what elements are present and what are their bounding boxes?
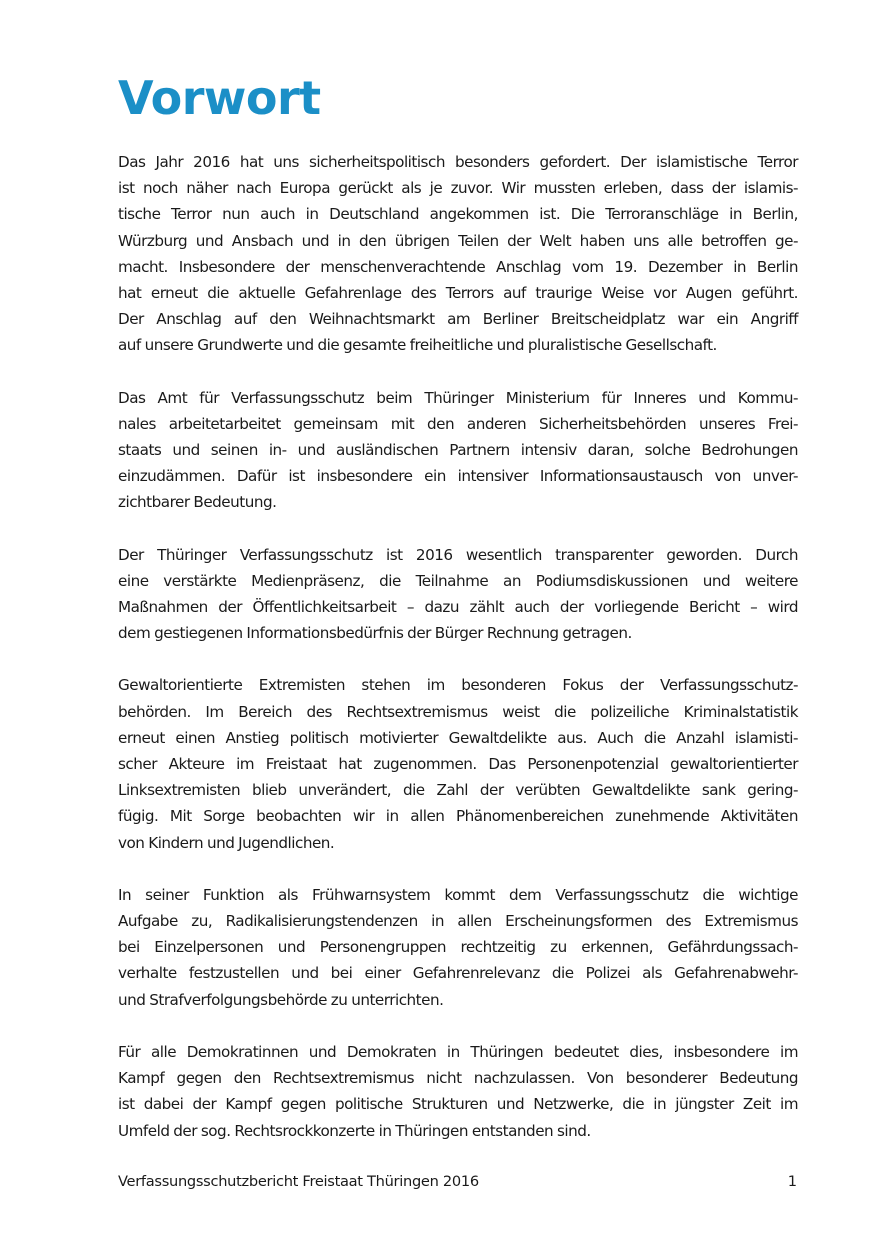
paragraph bbox=[118, 672, 798, 855]
text-line: einzudämmen. Dafür ist insbesondere ein intensiver Informationsaustausch von unver- bbox=[118, 467, 798, 486]
text-line: Würzburg und Ansbach und in den übrigen Teilen der Welt haben uns alle betroffen ge- bbox=[118, 231, 798, 250]
paragraph bbox=[118, 149, 798, 359]
text-line: und Strafverfolgungsbehörde zu unterrichten. bbox=[118, 990, 444, 1009]
text-line: Der Anschlag auf den Weihnachtsmarkt am Berliner Breitscheidplatz war ein Angriff bbox=[118, 310, 798, 329]
text-line: behörden. Im Bereich des Rechtsextremismus weist die polizeiliche Kriminalstatistik bbox=[118, 702, 798, 721]
text-line: auf unsere Grundwerte und die gesamte freiheitliche und pluralistische Gesellschaft. bbox=[118, 336, 717, 355]
text-line: staats und seinen in- und ausländischen Partnern intensiv daran, solche Bedrohungen bbox=[118, 441, 798, 460]
text-line: Das Jahr 2016 hat uns sicherheitspolitisch besonders gefordert. Der islamistische Terror bbox=[118, 153, 798, 171]
text-line: Der Thüringer Verfassungsschutz ist 2016 wesentlich transparenter geworden. Durch bbox=[118, 545, 798, 564]
text-line: Linksextremisten blieb unverändert, die Zahl der verübten Gewaltdelikte sank gering- bbox=[118, 781, 798, 800]
text-line: tische Terror nun auch in Deutschland angekommen ist. Die Terroranschläge in Berlin, bbox=[118, 205, 798, 224]
text-line: Das Amt für Verfassungsschutz beim Thüringer Ministerium für Inneres und Kommu- bbox=[118, 388, 798, 407]
text-line: bei Einzelpersonen und Personengruppen rechtzeitig zu erkennen, Gefährdungssach- bbox=[118, 938, 798, 957]
body-text bbox=[118, 149, 798, 1170]
text-line: ist dabei der Kampf gegen politische Strukturen und Netzwerke, die in jüngster Zeit im bbox=[118, 1095, 798, 1114]
text-line: zichtbarer Bedeutung. bbox=[118, 493, 277, 512]
text-line: Kampf gegen den Rechtsextremismus nicht nachzulassen. Von besonderer Bedeutung bbox=[118, 1069, 798, 1088]
text-line: erneut einen Anstieg politisch motivierter Gewaltdelikte aus. Auch die Anzahl islamisti- bbox=[118, 728, 798, 747]
text-line: ist noch näher nach Europa gerückt als je zuvor. Wir mussten erleben, dass der islamis- bbox=[118, 179, 798, 198]
text-line: macht. Insbesondere der menschenverachtende Anschlag vom 19. Dezember in Berlin bbox=[118, 257, 798, 276]
footer-publication-title: Verfassungsschutzbericht Freistaat Thüringen 2016 bbox=[118, 1173, 479, 1190]
text-line: eine verstärkte Medienpräsenz, die Teilnahme an Podiumsdiskussionen und weitere bbox=[118, 571, 798, 590]
text-line: Gewaltorientierte Extremisten stehen im besonderen Fokus der Verfassungsschutz- bbox=[118, 676, 798, 695]
text-line: Aufgabe zu, Radikalisierungstendenzen in allen Erscheinungsformen des Extremismus bbox=[118, 912, 798, 931]
text-line: Für alle Demokratinnen und Demokraten in Thüringen bedeutet dies, insbesondere im bbox=[118, 1042, 798, 1061]
text-line: dem gestiegenen Informationsbedürfnis der Bürger Rechnung getragen. bbox=[118, 624, 632, 643]
text-line: Umfeld der sog. Rechtsrockkonzerte in Thüringen entstanden sind. bbox=[118, 1121, 591, 1140]
text-line: hat erneut die aktuelle Gefahrenlage des Terrors auf traurige Weise vor Augen geführt. bbox=[118, 284, 798, 303]
text-line: scher Akteure im Freistaat hat zugenommen. Das Personenpotenzial gewaltorientierter bbox=[118, 755, 798, 774]
paragraph bbox=[118, 542, 798, 647]
text-line: fügig. Mit Sorge beobachten wir in allen Phänomenbereichen zunehmende Aktivitäten bbox=[118, 807, 798, 826]
paragraph bbox=[118, 1039, 798, 1144]
paragraph bbox=[118, 882, 798, 1013]
text-line: nales arbeitetarbeitet gemeinsam mit den anderen Sicherheitsbehörden unseres Frei- bbox=[118, 414, 798, 433]
text-line: verhalte festzustellen und bei einer Gefahrenrelevanz die Polizei als Gefahrenabwehr- bbox=[118, 964, 798, 983]
page-number: 1 bbox=[787, 1173, 797, 1190]
paragraph bbox=[118, 385, 798, 516]
text-line: In seiner Funktion als Frühwarnsystem kommt dem Verfassungsschutz die wichtige bbox=[118, 885, 798, 904]
text-line: von Kindern und Jugendlichen. bbox=[118, 833, 335, 852]
page-title: Vorwort bbox=[118, 71, 321, 125]
text-line: Maßnahmen der Öffentlichkeitsarbeit – dazu zählt auch der vorliegende Bericht – wird bbox=[118, 598, 798, 617]
